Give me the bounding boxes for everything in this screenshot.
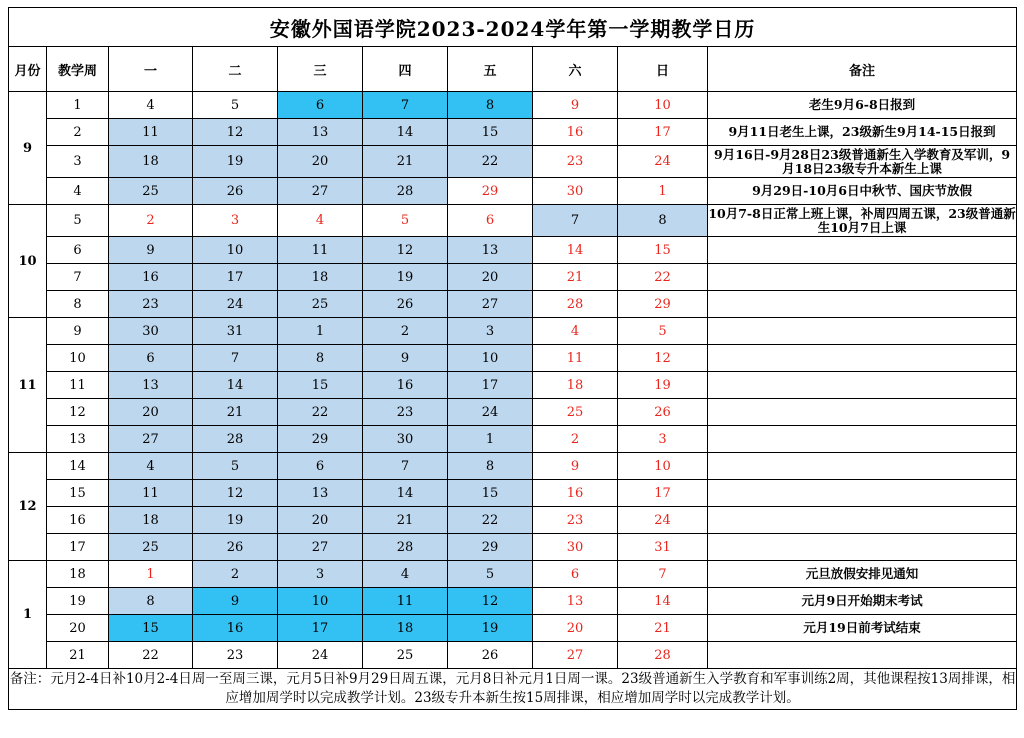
date-cell-wed: 11: [278, 237, 363, 264]
date-cell-sat: 2: [533, 426, 618, 453]
week-number: 8: [47, 291, 109, 318]
date-cell-sat: 23: [533, 507, 618, 534]
date-cell-sat: 9: [533, 92, 618, 119]
date-cell-thu: 16: [363, 372, 448, 399]
date-cell-tue: 16: [193, 615, 278, 642]
date-cell-thu: 7: [363, 453, 448, 480]
date-cell-fri: 19: [448, 615, 533, 642]
date-cell-sun: 17: [618, 480, 708, 507]
date-cell-sun: 29: [618, 291, 708, 318]
date-cell-sun: 3: [618, 426, 708, 453]
date-cell-thu: 4: [363, 561, 448, 588]
date-cell-tue: 7: [193, 345, 278, 372]
date-cell-sat: 6: [533, 561, 618, 588]
date-cell-tue: 19: [193, 507, 278, 534]
date-cell-fri: 20: [448, 264, 533, 291]
date-cell-mon: 11: [109, 480, 193, 507]
date-cell-tue: 12: [193, 480, 278, 507]
week-number: 1: [47, 92, 109, 119]
date-cell-fri: 13: [448, 237, 533, 264]
date-cell-fri: 27: [448, 291, 533, 318]
date-cell-wed: 29: [278, 426, 363, 453]
note-cell: 老生9月6-8日报到: [708, 92, 1017, 119]
date-cell-mon: 25: [109, 178, 193, 205]
date-cell-mon: 16: [109, 264, 193, 291]
date-cell-tue: 31: [193, 318, 278, 345]
date-cell-thu: 30: [363, 426, 448, 453]
table-row: [9, 291, 1017, 318]
month-cell: 10: [9, 205, 47, 318]
table-row: [9, 318, 1017, 345]
date-cell-mon: 23: [109, 291, 193, 318]
date-cell-wed: 13: [278, 119, 363, 146]
date-cell-mon: 15: [109, 615, 193, 642]
note-cell: [708, 453, 1017, 480]
note-cell: 9月16日-9月28日23级普通新生入学教育及军训，9月18日23级专升本新生上课: [708, 146, 1017, 178]
note-cell: [708, 642, 1017, 669]
table-row: [9, 264, 1017, 291]
date-cell-tue: 9: [193, 588, 278, 615]
table-row: [9, 92, 1017, 119]
date-cell-fri: 1: [448, 426, 533, 453]
date-cell-sun: 12: [618, 345, 708, 372]
note-cell: 9月29日-10月6日中秋节、国庆节放假: [708, 178, 1017, 205]
date-cell-sat: 14: [533, 237, 618, 264]
date-cell-tue: 17: [193, 264, 278, 291]
date-cell-thu: 21: [363, 146, 448, 178]
date-cell-wed: 27: [278, 534, 363, 561]
date-cell-sun: 19: [618, 372, 708, 399]
date-cell-sat: 16: [533, 119, 618, 146]
date-cell-wed: 20: [278, 507, 363, 534]
note-cell: [708, 291, 1017, 318]
date-cell-thu: 28: [363, 178, 448, 205]
note-cell: 元月19日前考试结束: [708, 615, 1017, 642]
header-day-tue: 二: [193, 47, 278, 92]
date-cell-thu: 7: [363, 92, 448, 119]
date-cell-thu: 9: [363, 345, 448, 372]
date-cell-sun: 10: [618, 92, 708, 119]
date-cell-sun: 7: [618, 561, 708, 588]
date-cell-fri: 5: [448, 561, 533, 588]
table-row: [9, 642, 1017, 669]
table-row: [9, 178, 1017, 205]
date-cell-fri: 26: [448, 642, 533, 669]
date-cell-tue: 12: [193, 119, 278, 146]
date-cell-thu: 25: [363, 642, 448, 669]
week-number: 13: [47, 426, 109, 453]
table-row: [9, 205, 1017, 237]
note-cell: 元旦放假安排见通知: [708, 561, 1017, 588]
date-cell-tue: 5: [193, 92, 278, 119]
date-cell-mon: 8: [109, 588, 193, 615]
date-cell-sun: 14: [618, 588, 708, 615]
date-cell-tue: 21: [193, 399, 278, 426]
date-cell-wed: 1: [278, 318, 363, 345]
date-cell-thu: 26: [363, 291, 448, 318]
week-number: 2: [47, 119, 109, 146]
date-cell-fri: 17: [448, 372, 533, 399]
table-row: [9, 507, 1017, 534]
date-cell-sat: 18: [533, 372, 618, 399]
date-cell-thu: 11: [363, 588, 448, 615]
table-row: [9, 426, 1017, 453]
date-cell-wed: 13: [278, 480, 363, 507]
date-cell-mon: 4: [109, 453, 193, 480]
header-day-fri: 五: [448, 47, 533, 92]
note-cell: 9月11日老生上课，23级新生9月14-15日报到: [708, 119, 1017, 146]
footnote: 备注：元月2-4日补10月2-4日周一至周三课，元月5日补9月29日周五课，元月8日补元月1日周一课。23级普通新生入学教育和军事训练2周，其他课程按13周排课，相应增加周学时以完成教学计划。23级专升本新生按15周排课，相应增加周学时以完成教学计划。: [9, 669, 1017, 710]
week-number: 6: [47, 237, 109, 264]
table-row: [9, 588, 1017, 615]
note-cell: [708, 264, 1017, 291]
month-cell: 1: [9, 561, 47, 669]
date-cell-sat: 30: [533, 534, 618, 561]
date-cell-sun: 10: [618, 453, 708, 480]
table-row: [9, 534, 1017, 561]
date-cell-tue: 3: [193, 205, 278, 237]
date-cell-sat: 4: [533, 318, 618, 345]
date-cell-mon: 6: [109, 345, 193, 372]
note-cell: [708, 345, 1017, 372]
date-cell-wed: 3: [278, 561, 363, 588]
date-cell-wed: 4: [278, 205, 363, 237]
date-cell-mon: 13: [109, 372, 193, 399]
header-day-sat: 六: [533, 47, 618, 92]
date-cell-fri: 8: [448, 453, 533, 480]
date-cell-sat: 21: [533, 264, 618, 291]
note-cell: 元月9日开始期末考试: [708, 588, 1017, 615]
week-number: 3: [47, 146, 109, 178]
date-cell-thu: 19: [363, 264, 448, 291]
date-cell-sat: 25: [533, 399, 618, 426]
date-cell-sun: 15: [618, 237, 708, 264]
date-cell-sun: 1: [618, 178, 708, 205]
date-cell-mon: 30: [109, 318, 193, 345]
table-row: [9, 480, 1017, 507]
date-cell-tue: 24: [193, 291, 278, 318]
date-cell-sun: 22: [618, 264, 708, 291]
note-cell: 10月7-8日正常上班上课，补周四周五课，23级普通新生10月7日上课: [708, 205, 1016, 235]
date-cell-wed: 22: [278, 399, 363, 426]
date-cell-wed: 24: [278, 642, 363, 669]
date-cell-wed: 18: [278, 264, 363, 291]
week-number: 21: [47, 642, 109, 669]
note-cell: [708, 534, 1017, 561]
week-number: 18: [47, 561, 109, 588]
date-cell-sun: 8: [618, 205, 708, 237]
week-number: 11: [47, 372, 109, 399]
table-row: [9, 146, 1017, 178]
page-title: 安徽外国语学院2023-2024学年第一学期教学日历: [9, 8, 1017, 47]
date-cell-sat: 11: [533, 345, 618, 372]
note-cell: [708, 237, 1017, 264]
date-cell-mon: 25: [109, 534, 193, 561]
date-cell-mon: 2: [109, 205, 193, 237]
date-cell-fri: 22: [448, 507, 533, 534]
date-cell-fri: 24: [448, 399, 533, 426]
week-number: 16: [47, 507, 109, 534]
date-cell-tue: 28: [193, 426, 278, 453]
date-cell-wed: 8: [278, 345, 363, 372]
date-cell-sun: 28: [618, 642, 708, 669]
week-number: 9: [47, 318, 109, 345]
date-cell-sat: 20: [533, 615, 618, 642]
header-notes: 备注: [708, 47, 1017, 92]
date-cell-tue: 19: [193, 146, 278, 178]
note-cell: [708, 426, 1017, 453]
date-cell-mon: 9: [109, 237, 193, 264]
date-cell-tue: 26: [193, 178, 278, 205]
date-cell-sat: 27: [533, 642, 618, 669]
note-cell: [708, 372, 1017, 399]
date-cell-fri: 8: [448, 92, 533, 119]
week-number: 4: [47, 178, 109, 205]
date-cell-mon: 22: [109, 642, 193, 669]
date-cell-sun: 17: [618, 119, 708, 146]
date-cell-wed: 6: [278, 453, 363, 480]
date-cell-thu: 28: [363, 534, 448, 561]
date-cell-fri: 15: [448, 480, 533, 507]
date-cell-sat: 16: [533, 480, 618, 507]
header-day-mon: 一: [109, 47, 193, 92]
date-cell-wed: 17: [278, 615, 363, 642]
date-cell-tue: 26: [193, 534, 278, 561]
date-cell-tue: 2: [193, 561, 278, 588]
date-cell-sat: 30: [533, 178, 618, 205]
week-number: 14: [47, 453, 109, 480]
date-cell-sat: 9: [533, 453, 618, 480]
date-cell-fri: 29: [448, 178, 533, 205]
header-month: 月份: [9, 47, 47, 92]
date-cell-tue: 23: [193, 642, 278, 669]
date-cell-sun: 5: [618, 318, 708, 345]
week-number: 15: [47, 480, 109, 507]
month-cell: 12: [9, 453, 47, 561]
date-cell-sat: 13: [533, 588, 618, 615]
date-cell-wed: 20: [278, 146, 363, 178]
month-cell: 9: [9, 92, 47, 205]
date-cell-fri: 3: [448, 318, 533, 345]
table-row: [9, 399, 1017, 426]
date-cell-thu: 12: [363, 237, 448, 264]
header-day-wed: 三: [278, 47, 363, 92]
date-cell-fri: 22: [448, 146, 533, 178]
week-number: 17: [47, 534, 109, 561]
header-day-sun: 日: [618, 47, 708, 92]
date-cell-wed: 15: [278, 372, 363, 399]
date-cell-mon: 11: [109, 119, 193, 146]
date-cell-thu: 14: [363, 480, 448, 507]
date-cell-mon: 20: [109, 399, 193, 426]
date-cell-mon: 1: [109, 561, 193, 588]
table-row: [9, 345, 1017, 372]
header-row: [9, 47, 1017, 92]
date-cell-tue: 14: [193, 372, 278, 399]
table-row: [9, 119, 1017, 146]
date-cell-thu: 2: [363, 318, 448, 345]
date-cell-sun: 24: [618, 507, 708, 534]
week-number: 20: [47, 615, 109, 642]
table-row: [9, 372, 1017, 399]
teaching-calendar-table: [8, 7, 1017, 710]
week-number: 19: [47, 588, 109, 615]
date-cell-mon: 27: [109, 426, 193, 453]
date-cell-fri: 15: [448, 119, 533, 146]
table-row: [9, 237, 1017, 264]
date-cell-fri: 12: [448, 588, 533, 615]
note-cell: [708, 399, 1017, 426]
date-cell-sun: 31: [618, 534, 708, 561]
date-cell-mon: 18: [109, 146, 193, 178]
date-cell-sat: 28: [533, 291, 618, 318]
date-cell-tue: 5: [193, 453, 278, 480]
week-number: 7: [47, 264, 109, 291]
date-cell-wed: 27: [278, 178, 363, 205]
week-number: 5: [47, 205, 109, 237]
table-row: [9, 615, 1017, 642]
note-cell: [708, 318, 1017, 345]
date-cell-fri: 6: [448, 205, 533, 237]
date-cell-sun: 26: [618, 399, 708, 426]
table-row: [9, 561, 1017, 588]
week-number: 12: [47, 399, 109, 426]
table-row: [9, 453, 1017, 480]
date-cell-mon: 18: [109, 507, 193, 534]
date-cell-thu: 5: [363, 205, 448, 237]
note-cell: [708, 507, 1017, 534]
header-day-thu: 四: [363, 47, 448, 92]
date-cell-sun: 24: [618, 146, 708, 178]
date-cell-thu: 23: [363, 399, 448, 426]
date-cell-sun: 21: [618, 615, 708, 642]
date-cell-mon: 4: [109, 92, 193, 119]
date-cell-fri: 29: [448, 534, 533, 561]
date-cell-sat: 23: [533, 146, 618, 178]
date-cell-tue: 10: [193, 237, 278, 264]
date-cell-thu: 14: [363, 119, 448, 146]
date-cell-wed: 10: [278, 588, 363, 615]
date-cell-wed: 25: [278, 291, 363, 318]
date-cell-wed: 6: [278, 92, 363, 119]
date-cell-thu: 21: [363, 507, 448, 534]
month-cell: 11: [9, 318, 47, 453]
note-cell: [708, 480, 1017, 507]
week-number: 10: [47, 345, 109, 372]
header-week: 教学周: [47, 47, 109, 92]
date-cell-thu: 18: [363, 615, 448, 642]
date-cell-fri: 10: [448, 345, 533, 372]
date-cell-sat: 7: [533, 205, 618, 237]
